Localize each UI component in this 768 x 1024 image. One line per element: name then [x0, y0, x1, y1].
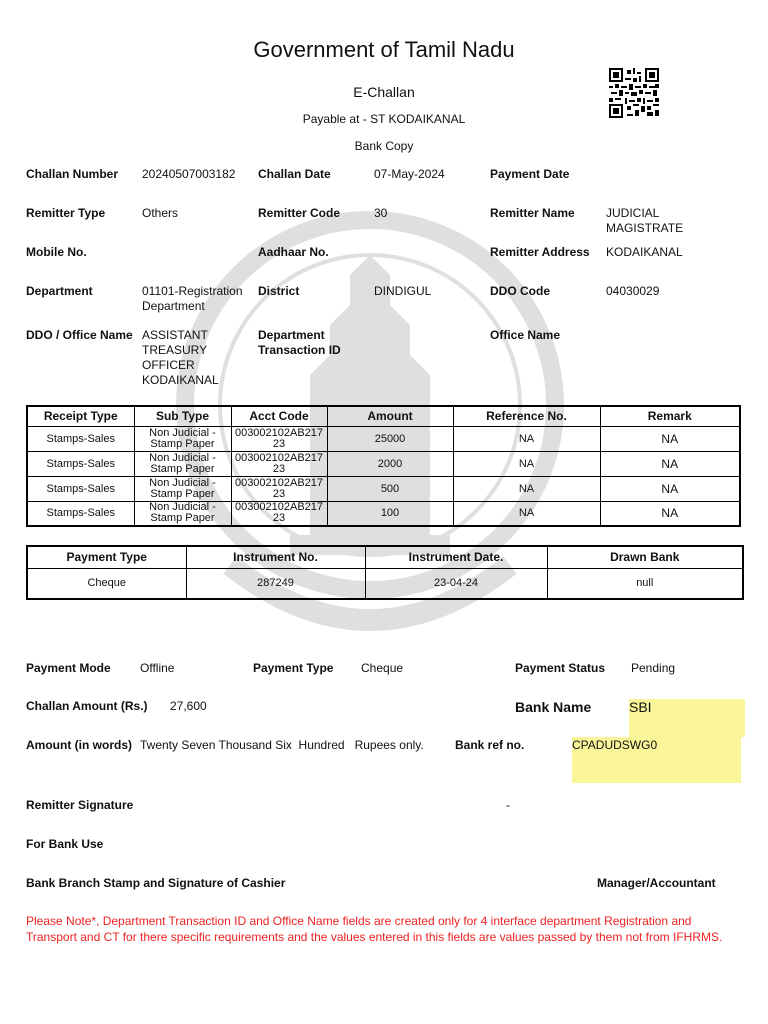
department-label: Department: [26, 284, 93, 298]
cell-reference-no: NA: [453, 476, 600, 501]
cell-acct-code: 003002102AB217 23: [231, 451, 327, 476]
col-instrument-no: Instrument No.: [186, 546, 365, 568]
payment-status-value: Pending: [631, 661, 676, 675]
col-remark: Remark: [600, 406, 740, 426]
cell-remark: NA: [600, 426, 740, 451]
bank-name-value: SBI: [629, 699, 652, 715]
receipt-table-header: [27, 406, 740, 426]
cell-remark: NA: [600, 476, 740, 501]
challan-date-label: Challan Date: [258, 167, 331, 181]
remitter-signature-label: Remitter Signature: [26, 798, 134, 812]
table-row: [27, 568, 743, 599]
remitter-name-value: JUDICIAL MAGISTRATE: [606, 206, 684, 235]
challan-number-value: 20240507003182: [142, 167, 236, 181]
payable-at: Payable at - ST KODAIKANAL: [302, 112, 466, 126]
remitter-name-label: Remitter Name: [490, 206, 575, 220]
department-value: 01101-Registration Department: [142, 284, 243, 313]
cell-acct-code: 003002102AB217 23: [231, 426, 327, 451]
cell-receipt-type: Stamps-Sales: [27, 451, 134, 476]
payment-mode-label: Payment Mode: [26, 661, 111, 675]
payment-type-value: Cheque: [361, 661, 404, 675]
ddo-code-value: 04030029: [606, 284, 660, 298]
cell-amount: 25000: [327, 426, 453, 451]
challan-amount-value: 27,600: [170, 699, 207, 713]
col-drawn-bank: Drawn Bank: [547, 546, 743, 568]
cell-sub-type: Non Judicial - Stamp Paper: [134, 426, 231, 451]
cell-reference-no: NA: [453, 451, 600, 476]
receipt-table: [26, 405, 741, 527]
manager-accountant-label: Manager/Accountant: [597, 876, 716, 890]
challan-date-value: 07-May-2024: [374, 167, 445, 181]
cell-sub-type: Non Judicial - Stamp Paper: [134, 476, 231, 501]
cell-amount: 100: [327, 501, 453, 526]
table-row: [27, 426, 740, 451]
cell-amount: 2000: [327, 451, 453, 476]
payment-status-label: Payment Status: [515, 661, 606, 675]
col-receipt-type: Receipt Type: [27, 406, 134, 426]
cell-receipt-type: Stamps-Sales: [27, 426, 134, 451]
payment-table-header: [27, 546, 743, 568]
col-payment-type: Payment Type: [27, 546, 186, 568]
cell-instrument-no: 287249: [186, 568, 365, 599]
cell-instrument-date: 23-04-24: [365, 568, 547, 599]
district-value: DINDIGUL: [374, 284, 432, 298]
page-title: Government of Tamil Nadu: [253, 37, 515, 62]
ddo-office-name-label: DDO / Office Name: [26, 328, 133, 342]
cell-drawn-bank: null: [547, 568, 743, 599]
col-sub-type: Sub Type: [134, 406, 231, 426]
bank-ref-value: CPADUDSWG0: [572, 738, 658, 752]
cell-sub-type: Non Judicial - Stamp Paper: [134, 451, 231, 476]
cell-acct-code: 003002102AB217 23: [231, 501, 327, 526]
payment-type-label: Payment Type: [253, 661, 334, 675]
cell-acct-code: 003002102AB217 23: [231, 476, 327, 501]
ddo-code-label: DDO Code: [490, 284, 550, 298]
mobile-no-label: Mobile No.: [26, 245, 87, 259]
disclaimer-note: Please Note*, Department Transaction ID and Office Name fields are created only for 4 interface department Registration and Transport and CT for there specific requirements and the values entered in this fields are values passed by them not from IFHRMS.: [26, 914, 723, 944]
document-subtitle: E-Challan: [353, 84, 415, 100]
bank-name-label: Bank Name: [515, 699, 592, 715]
remitter-code-label: Remitter Code: [258, 206, 341, 220]
cell-remark: NA: [600, 501, 740, 526]
cell-amount: 500: [327, 476, 453, 501]
aadhaar-no-label: Aadhaar No.: [258, 245, 329, 259]
district-label: District: [258, 284, 300, 298]
remitter-type-value: Others: [142, 206, 179, 220]
bank-ref-label: Bank ref no.: [455, 738, 525, 752]
challan-number-label: Challan Number: [26, 167, 119, 181]
cell-reference-no: NA: [453, 426, 600, 451]
cell-receipt-type: Stamps-Sales: [27, 501, 134, 526]
qr-code-icon: [609, 68, 659, 118]
table-row: [27, 476, 740, 501]
cell-reference-no: NA: [453, 501, 600, 526]
table-row: [27, 451, 740, 476]
remitter-address-label: Remitter Address: [490, 245, 590, 259]
col-reference-no: Reference No.: [453, 406, 600, 426]
office-name-label: Office Name: [490, 328, 561, 342]
col-amount: Amount: [327, 406, 453, 426]
cell-sub-type: Non Judicial - Stamp Paper: [134, 501, 231, 526]
cell-payment-type: Cheque: [27, 568, 186, 599]
table-row: [27, 501, 740, 526]
remitter-type-label: Remitter Type: [26, 206, 106, 220]
amount-words-value: Twenty Seven Thousand Six Hundred Rupees only.: [140, 738, 424, 752]
remitter-code-value: 30: [374, 206, 388, 220]
cell-receipt-type: Stamps-Sales: [27, 476, 134, 501]
remitter-address-value: KODAIKANAL: [606, 245, 683, 259]
for-bank-use-label: For Bank Use: [26, 837, 104, 851]
payment-mode-value: Offline: [140, 661, 175, 675]
col-acct-code: Acct Code: [231, 406, 327, 426]
payment-date-label: Payment Date: [490, 167, 570, 181]
col-instrument-date: Instrument Date.: [365, 546, 547, 568]
branch-stamp-label: Bank Branch Stamp and Signature of Cashier: [26, 876, 286, 890]
signature-dash: -: [506, 798, 510, 812]
challan-amount-label: Challan Amount (Rs.): [26, 699, 148, 713]
payment-table: [26, 545, 744, 600]
copy-type: Bank Copy: [354, 139, 414, 153]
amount-words-label: Amount (in words): [26, 738, 132, 752]
cell-remark: NA: [600, 451, 740, 476]
dept-transaction-id-label: Department Transaction ID: [258, 328, 341, 357]
ddo-office-name-value: ASSISTANT TREASURY OFFICER KODAIKANAL: [142, 328, 219, 387]
